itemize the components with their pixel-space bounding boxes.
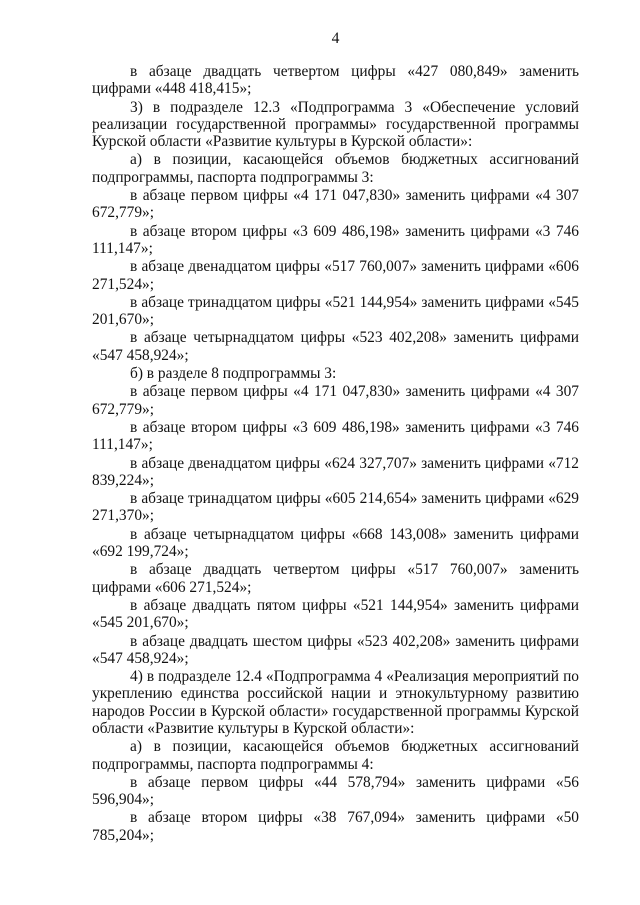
paragraph: в абзаце двенадцатом цифры «624 327,707» заменить цифрами «712 839,224»; [92,454,579,489]
paragraph: в абзаце тринадцатом цифры «521 144,954» заменить цифрами «545 201,670»; [92,293,579,329]
paragraph: а) в позиции, касающейся объемов бюджетных ассигнований подпрограммы, паспорта подпрограммы 4: [92,738,579,773]
paragraph: в абзаце двадцать пятом цифры «521 144,954» заменить цифрами «545 201,670»; [92,596,579,632]
paragraph: в абзаце двадцать четвертом цифры «517 760,007» заменить цифрами «606 271,524»; [92,561,579,596]
paragraph: в абзаце первом цифры «44 578,794» заменить цифрами «56 596,904»; [92,773,579,809]
document-body [92,63,579,844]
paragraph: в абзаце первом цифры «4 171 047,830» заменить цифрами «4 307 672,779»; [92,187,579,222]
paragraph: б) в разделе 8 подпрограммы 3: [130,365,337,383]
paragraph: в абзаце втором цифры «3 609 486,198» заменить цифрами «3 746 111,147»; [92,222,579,257]
page-number: 4 [331,30,340,47]
paragraph: в абзаце двадцать четвертом цифры «427 080,849» заменить цифрами «448 418,415»; [92,63,579,98]
paragraph: в абзаце четырнадцатом цифры «668 143,008» заменить цифрами «692 199,724»; [92,525,579,561]
paragraph: 3) в подразделе 12.3 «Подпрограмма 3 «Обеспечение условий реализации государственной программы» государственной программы Курской области «Развитие культуры в Курской области»: [92,98,579,151]
paragraph: в абзаце двадцать шестом цифры «523 402,208» заменить цифрами «547 458,924»; [92,632,579,667]
paragraph: в абзаце четырнадцатом цифры «523 402,208» заменить цифрами «547 458,924»; [92,329,579,364]
paragraph: в абзаце втором цифры «38 767,094» заменить цифрами «50 785,204»; [92,809,579,844]
paragraph: в абзаце двенадцатом цифры «517 760,007» заменить цифрами «606 271,524»; [92,258,579,293]
paragraph: 4) в подразделе 12.4 «Подпрограмма 4 «Реализация мероприятий по укреплению единства российской нации и этнокультурному развитию народов России в Курской области» государственной программы Курской области «Развитие культуры в Курской области»: [92,668,579,737]
paragraph: а) в позиции, касающейся объемов бюджетных ассигнований подпрограммы, паспорта подпрограммы 3: [92,151,579,186]
paragraph: в абзаце первом цифры «4 171 047,830» заменить цифрами «4 307 672,779»; [92,383,579,418]
paragraph: в абзаце тринадцатом цифры «605 214,654» заменить цифрами «629 271,370»; [92,490,579,525]
paragraph: в абзаце втором цифры «3 609 486,198» заменить цифрами «3 746 111,147»; [92,418,579,454]
